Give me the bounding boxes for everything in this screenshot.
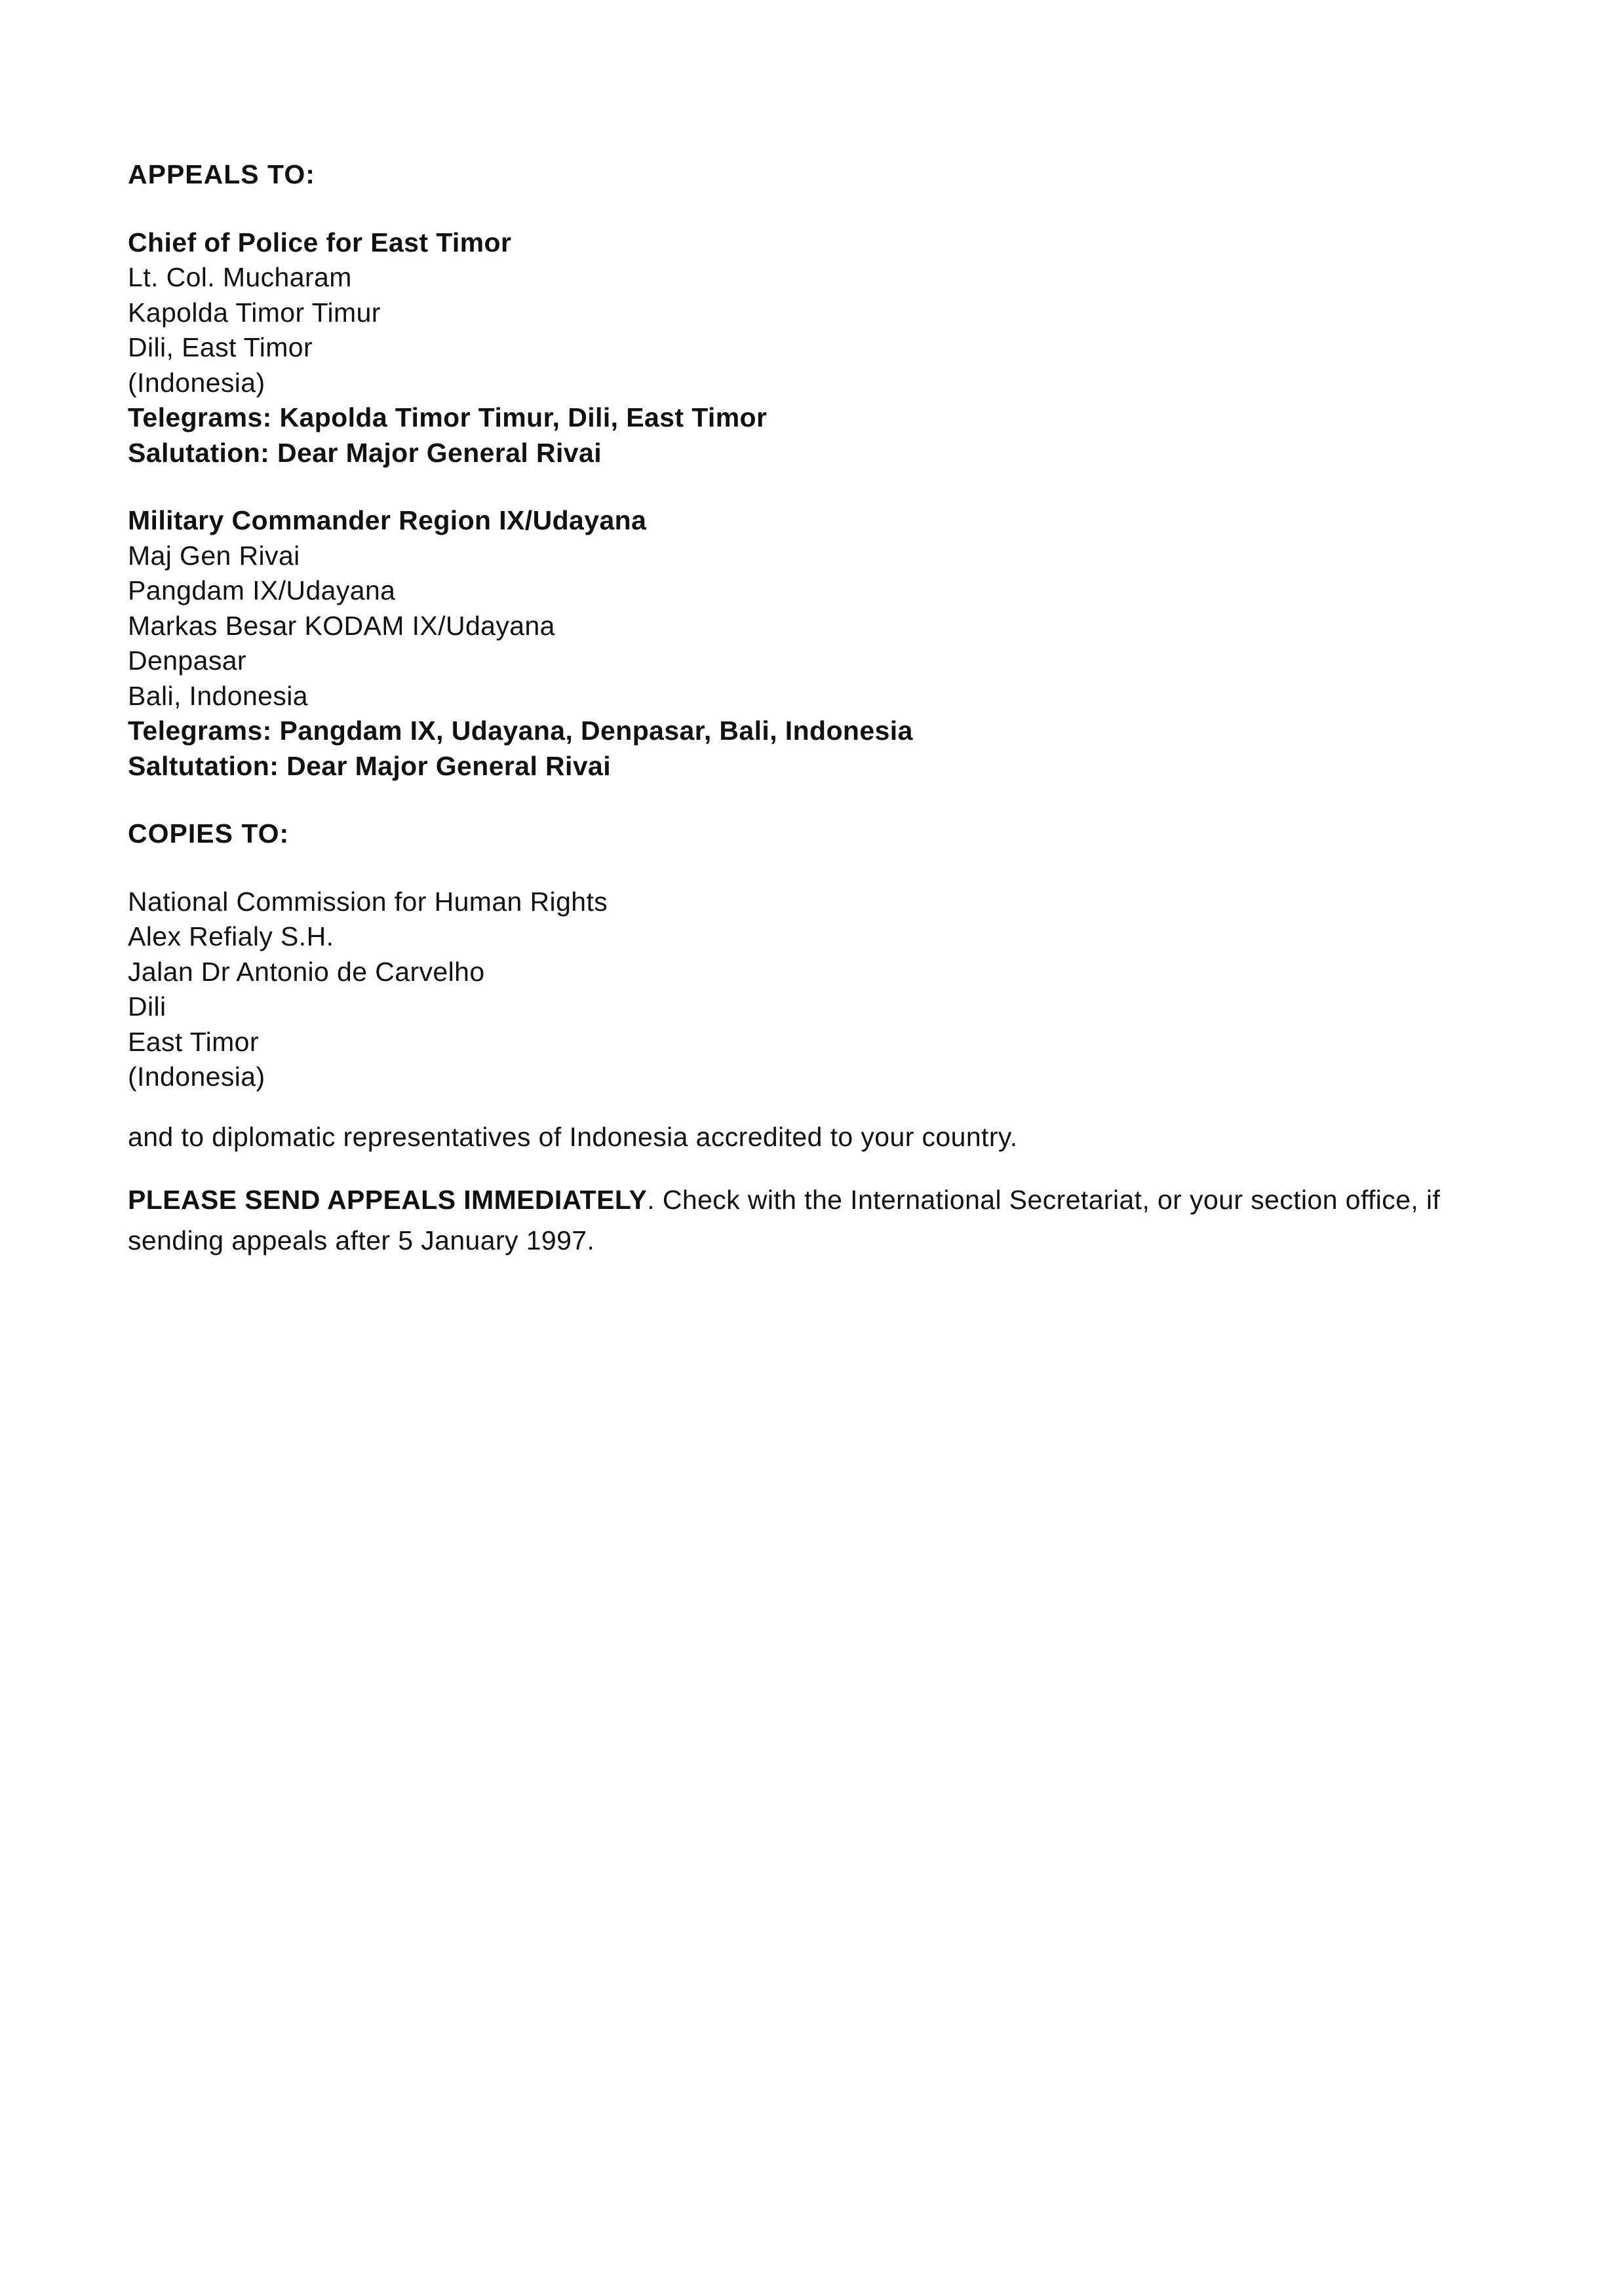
address-line: Bali, Indonesia	[128, 680, 308, 711]
address-line: (Indonesia)	[128, 1062, 265, 1092]
document-body	[128, 157, 1504, 1261]
telegrams-line: Telegrams: Pangdam IX, Udayana, Denpasar, Bali, Indonesia	[128, 716, 913, 746]
closing-paragraph	[128, 1179, 1504, 1261]
address-line: Denpasar	[128, 645, 246, 676]
address-line: Maj Gen Rivai	[128, 540, 300, 571]
copies-recipient-block	[128, 885, 1504, 1095]
recipient-title: Military Commander Region IX/Udayana	[128, 505, 647, 535]
address-line: Dili, East Timor	[128, 332, 313, 362]
closing-text: . Check with the International Secretariat, or your section office, if sending appeals after 5 January 1997.	[128, 1185, 1441, 1255]
address-line: Dili	[128, 991, 166, 1022]
address-line: Jalan Dr Antonio de Carvelho	[128, 956, 485, 987]
salutation-line: Saltutation: Dear Major General Rivai	[128, 750, 612, 781]
copies-heading: COPIES TO:	[128, 818, 290, 849]
salutation-line: Salutation: Dear Major General Rivai	[128, 437, 602, 468]
recipient-block-military	[128, 503, 1504, 784]
recipient-title: Chief of Police for East Timor	[128, 227, 512, 258]
address-line: National Commission for Human Rights	[128, 886, 608, 917]
address-line: Markas Besar KODAM IX/Udayana	[128, 610, 555, 641]
telegrams-line: Telegrams: Kapolda Timor Timur, Dili, East Timor	[128, 402, 768, 432]
address-line: Kapolda Timor Timur	[128, 297, 381, 328]
address-line: East Timor	[128, 1026, 259, 1057]
address-line: Pangdam IX/Udayana	[128, 575, 396, 605]
address-line: Lt. Col. Mucharam	[128, 262, 352, 292]
diplomatic-note: and to diplomatic representatives of Indonesia accredited to your country.	[128, 1121, 1018, 1152]
appeals-heading: APPEALS TO:	[128, 159, 315, 189]
address-line: Alex Refialy S.H.	[128, 921, 334, 951]
address-line: (Indonesia)	[128, 367, 265, 398]
closing-bold-lead: PLEASE SEND APPEALS IMMEDIATELY	[128, 1185, 648, 1215]
recipient-block-police	[128, 225, 1504, 471]
